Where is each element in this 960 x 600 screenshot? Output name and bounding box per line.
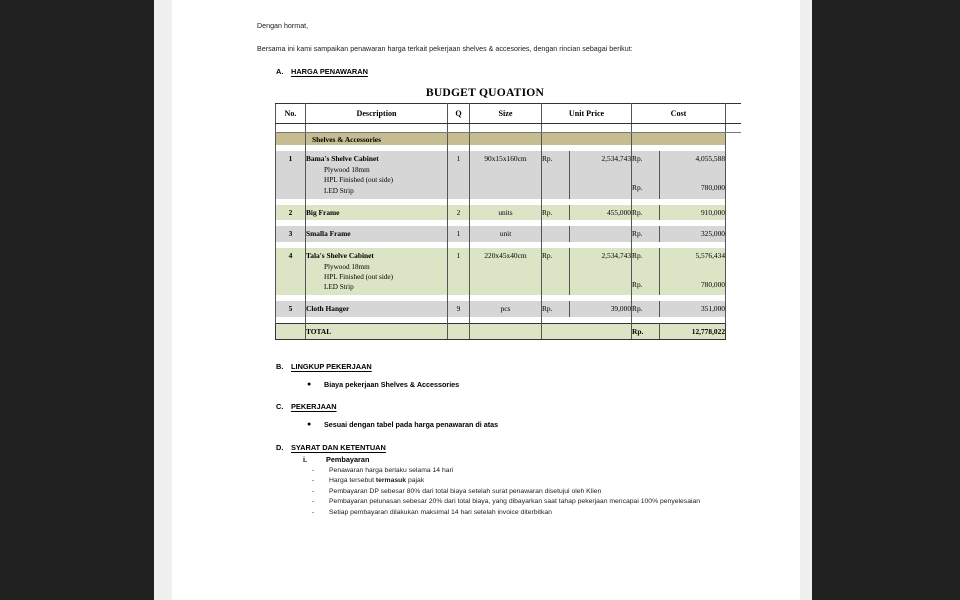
quotation-table-block: [275, 86, 740, 339]
row-unit-price: 39,000: [570, 301, 632, 317]
row-description: [306, 151, 448, 198]
bullet-dot-icon: ●: [307, 380, 312, 388]
row-cost: 325,000: [660, 226, 726, 242]
row-tail-cell: [726, 151, 741, 198]
row-sub-line: Plywood 18mm: [324, 262, 370, 271]
row-sub-line: Plywood 18mm: [324, 166, 370, 175]
spacer-unit-price: [542, 124, 632, 133]
spacer-description: [306, 124, 448, 133]
row-tail-cell: [726, 301, 741, 317]
row-unit-price-currency: [542, 226, 570, 242]
spacer-size: [470, 124, 542, 133]
row-unit-price-currency: Rp.: [542, 205, 570, 221]
term-item: [257, 467, 770, 476]
header-q: Q: [448, 104, 470, 124]
spacer-tail-cell: [726, 124, 741, 133]
dash-bullet-icon: -: [312, 498, 315, 506]
row-cost: 351,000: [660, 301, 726, 317]
table-row: [276, 301, 741, 317]
total-q: [448, 323, 470, 339]
row-extra-cost: 780,000: [700, 183, 726, 193]
row-unit-price: [570, 226, 632, 242]
document-page: [172, 0, 800, 600]
section-d-subheading: [257, 455, 770, 464]
row-size: units: [470, 205, 542, 221]
table-title: BUDGET QUOATION: [425, 86, 545, 100]
band-label: Shelves & Accessories: [306, 133, 448, 146]
header-unit-price: Unit Price: [542, 104, 632, 124]
row-sub-line: HPL Finished (out side): [324, 273, 394, 282]
term-text: Penawaran harga berlaku selama 14 hari: [329, 466, 454, 474]
row-no: 5: [276, 301, 306, 317]
band-no: [276, 133, 306, 146]
band-tail-cell: [726, 133, 741, 146]
row-size: 90x15x160cm: [470, 151, 542, 198]
total-label: TOTAL: [306, 323, 448, 339]
row-tail-cell: [726, 205, 741, 221]
band-size: [470, 133, 542, 146]
section-c-bullet-text: Sesuai dengan tabel pada harga penawaran di atas: [324, 420, 499, 430]
row-no: 1: [276, 151, 306, 198]
section-c-bullet: [257, 421, 770, 430]
dash-bullet-icon: -: [312, 508, 315, 516]
row-tail-cell: [726, 248, 741, 295]
section-d-title: SYARAT DAN KETENTUAN: [291, 442, 386, 452]
section-d-letter: D.: [276, 442, 284, 452]
row-quantity: 1: [448, 151, 470, 198]
band-unit-price: [542, 133, 632, 146]
row-extra-currency: Rp.: [632, 280, 643, 290]
row-cost-currency: Rp.: [632, 226, 660, 242]
term-item: [257, 488, 770, 497]
section-heading-a: [257, 67, 770, 76]
row-size: 220x45x40cm: [470, 248, 542, 295]
total-tail-cell: [726, 323, 741, 339]
row-cost: 910,000: [660, 205, 726, 221]
header-no: No.: [276, 104, 306, 124]
section-c-title: PEKERJAAN: [291, 402, 337, 412]
section-heading-c: [257, 402, 770, 411]
row-cost-currency: [632, 151, 660, 198]
header-description: Description: [306, 104, 448, 124]
term-text-bold: termasuk: [375, 477, 407, 485]
row-unit-price-currency: Rp.: [542, 151, 570, 198]
bullet-dot-icon: ●: [307, 421, 312, 429]
row-cost-main: 4,055,588: [695, 154, 726, 164]
spacer-q: [448, 124, 470, 133]
table-spacer-row: [276, 124, 741, 133]
row-item-title: Tala's Shelve Cabinet: [306, 251, 374, 261]
greeting-text: Dengan hormat,: [257, 22, 309, 30]
row-cost: [660, 151, 726, 198]
row-quantity: 9: [448, 301, 470, 317]
row-cost: [660, 248, 726, 295]
row-unit-price-currency: Rp.: [542, 301, 570, 317]
header-size: Size: [470, 104, 542, 124]
section-heading-b: [257, 362, 770, 371]
total-currency: Rp.: [632, 323, 660, 339]
row-description: [306, 248, 448, 295]
row-cost-currency-main: Rp.: [632, 154, 643, 164]
section-heading-d: [257, 443, 770, 452]
term-text: Pembayaran pelunasan sebesar 20% dari total biaya, yang dibayarkan saat tahap pekerjaan mencapai 100% penyelesaian: [329, 498, 701, 506]
row-unit-price: 455,000: [570, 205, 632, 221]
quotation-table: [275, 103, 741, 339]
section-b-title: LINGKUP PEKERJAAN: [291, 361, 372, 371]
table-row: [276, 248, 741, 295]
row-extra-currency: Rp.: [632, 183, 643, 193]
row-unit-price-currency: Rp.: [542, 248, 570, 295]
row-cost-currency: Rp.: [632, 205, 660, 221]
table-total-row: [276, 323, 741, 339]
row-sub-line: LED Strip: [324, 283, 354, 292]
row-description: Big Frame: [306, 205, 448, 221]
section-d-sub-number: i.: [303, 454, 308, 464]
section-a-title: HARGA PENAWARAN: [291, 67, 368, 77]
row-unit-price: 2,534,743: [570, 248, 632, 295]
spacer-cost: [632, 124, 726, 133]
row-no: 2: [276, 205, 306, 221]
row-description: Smalla Frame: [306, 226, 448, 242]
section-b-bullet: [257, 381, 770, 390]
row-tail-cell: [726, 226, 741, 242]
group-band-row: [276, 133, 741, 146]
row-no: 4: [276, 248, 306, 295]
term-text-pre: Harga tersebut: [329, 477, 376, 485]
row-cost-currency: Rp.: [632, 301, 660, 317]
row-sub-line: LED Strip: [324, 186, 354, 195]
table-row: [276, 226, 741, 242]
term-text: [329, 477, 754, 486]
term-text-post: pajak: [406, 477, 425, 485]
section-b-bullet-text: Biaya pekerjaan Shelves & Accessories: [324, 379, 460, 389]
row-cost-main: 5,576,434: [695, 251, 726, 261]
row-cost-currency: [632, 248, 660, 295]
row-size: unit: [470, 226, 542, 242]
row-no: 3: [276, 226, 306, 242]
spacer-no: [276, 124, 306, 133]
header-tail-cell: [726, 104, 741, 124]
header-cost: Cost: [632, 104, 726, 124]
table-row: [276, 205, 741, 221]
section-b-letter: B.: [276, 361, 284, 371]
band-q: [448, 133, 470, 146]
term-text: Setiap pembayaran dilakukan maksimal 14 hari setelah invoice diterbitkan: [329, 508, 552, 516]
total-amount: 12,778,022: [660, 323, 726, 339]
total-no: [276, 323, 306, 339]
table-header-row: [276, 104, 741, 124]
term-text: Pembayaran DP sebesar 80% dari total biaya setelah surat penawaran disetujui oleh Klien: [329, 487, 602, 495]
dash-bullet-icon: -: [312, 487, 315, 495]
row-size: pcs: [470, 301, 542, 317]
dash-bullet-icon: -: [312, 477, 315, 485]
row-cost-currency-main: Rp.: [632, 251, 643, 261]
row-quantity: 1: [448, 248, 470, 295]
section-c-letter: C.: [276, 402, 284, 412]
row-sub-line: HPL Finished (out side): [324, 176, 394, 185]
row-quantity: 2: [448, 205, 470, 221]
term-item: [257, 498, 770, 507]
row-unit-price: 2,534,743: [570, 151, 632, 198]
total-size: [470, 323, 542, 339]
total-unit-price: [542, 323, 632, 339]
row-description: Cloth Hanger: [306, 301, 448, 317]
row-quantity: 1: [448, 226, 470, 242]
intro-paragraph: Bersama ini kami sampaikan penawaran harga terkait pekerjaan shelves & accesories, dengan rincian sebagai berikut:: [257, 45, 633, 54]
table-row: [276, 151, 741, 198]
term-item: [257, 509, 770, 518]
section-a-letter: A.: [276, 67, 284, 77]
term-item: [257, 477, 770, 486]
band-cost: [632, 133, 726, 146]
section-d-sub-title: Pembayaran: [326, 454, 370, 464]
row-extra-cost: 780,000: [700, 280, 726, 290]
row-item-title: Bama's Shelve Cabinet: [306, 154, 379, 164]
dash-bullet-icon: -: [312, 466, 315, 474]
